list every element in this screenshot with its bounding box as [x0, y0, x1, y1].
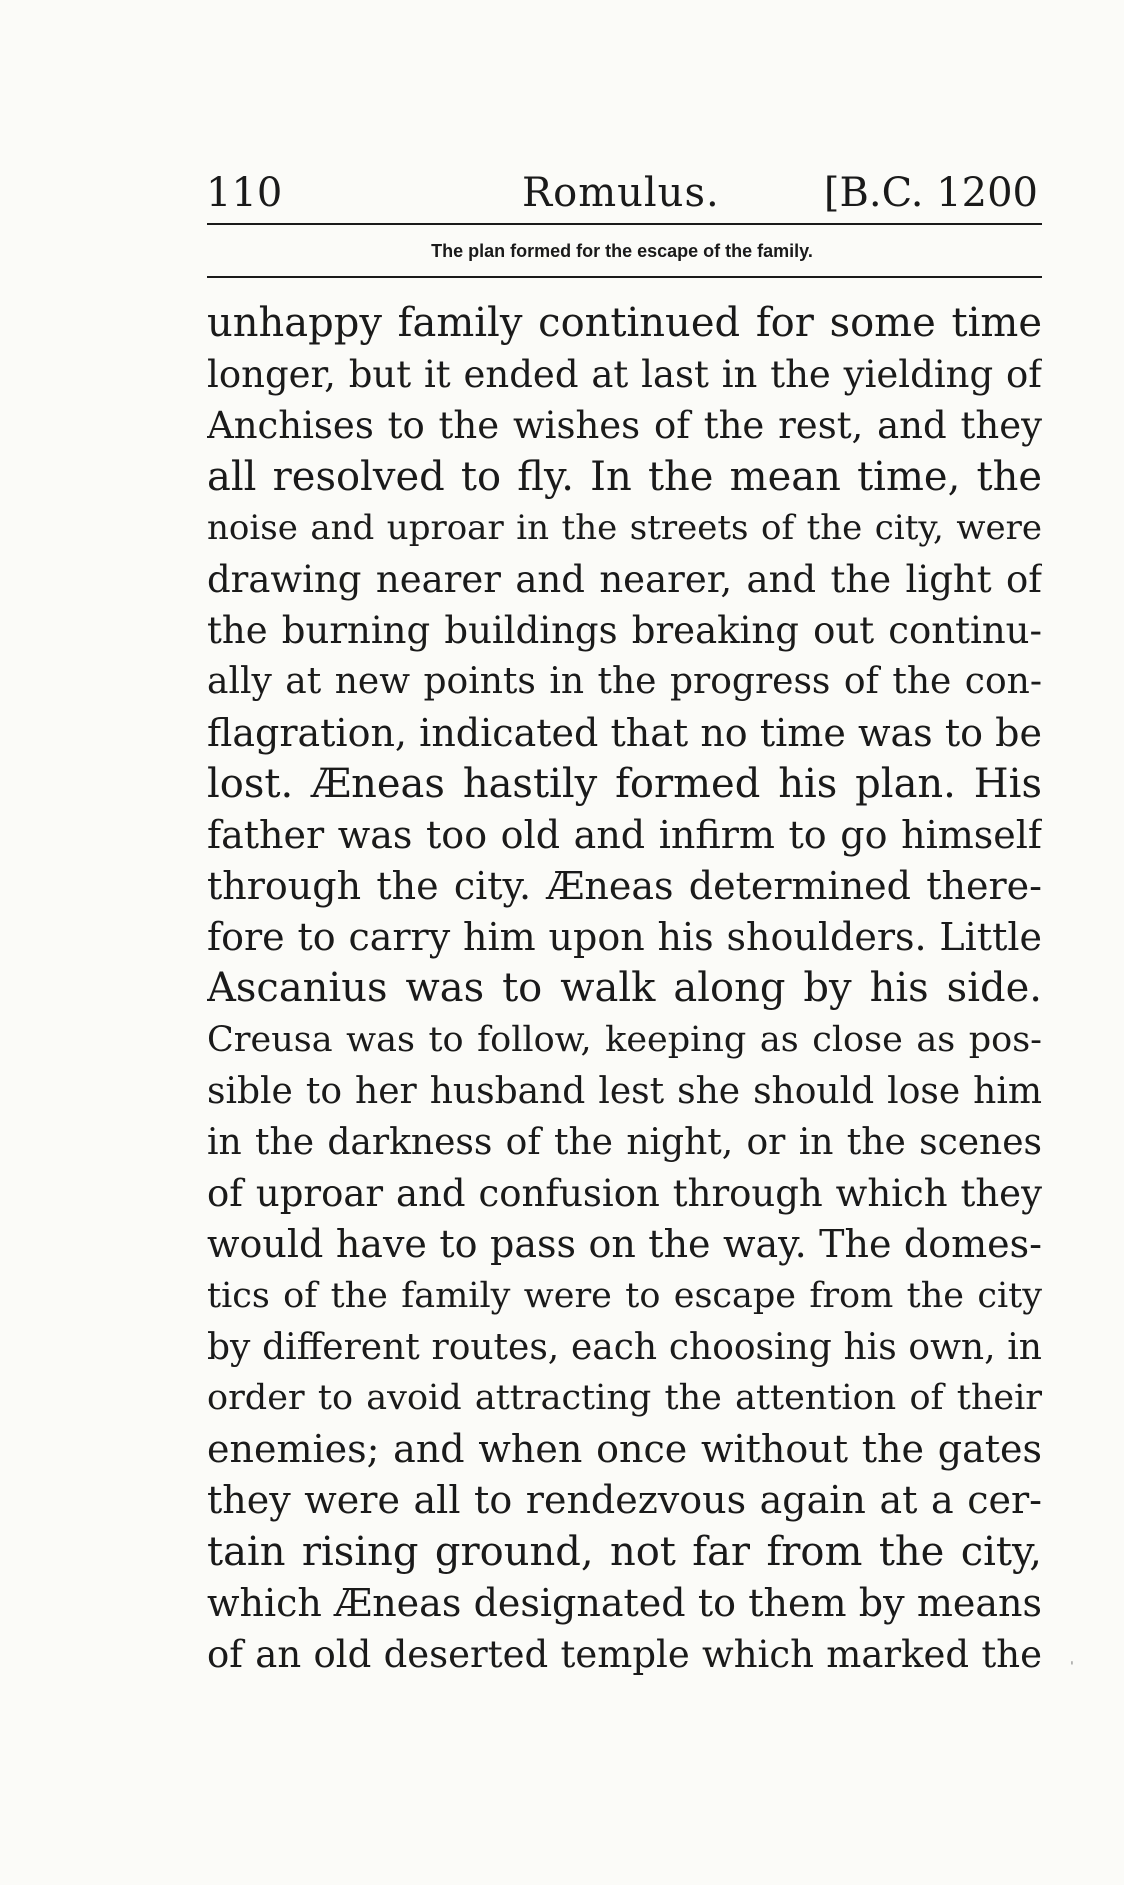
- text-line: flagration, indicated that no time was to be: [207, 710, 1042, 755]
- text-line: through the city. Æneas determined there-: [207, 864, 1042, 909]
- text-line: Creusa was to follow, keeping as close as pos-: [207, 1019, 1042, 1060]
- section-subheading: The plan formed for the escape of the family.: [431, 241, 813, 261]
- text-line: of an old deserted temple which marked the: [207, 1632, 1042, 1676]
- text-line: tain rising ground, not far from the city,: [207, 1528, 1042, 1575]
- text-line: unhappy family continued for some time: [207, 300, 1042, 346]
- book-title: Romulus.: [522, 170, 720, 216]
- text-line: would have to pass on the way. The domes-: [207, 1222, 1042, 1267]
- header-rule-bottom: [207, 276, 1042, 278]
- text-line: by different routes, each choosing his own, in: [207, 1326, 1042, 1368]
- header-rule-top: [207, 223, 1042, 225]
- text-line: sible to her husband lest she should lose him: [207, 1070, 1042, 1112]
- running-head: [200, 168, 1044, 218]
- text-line: the burning buildings breaking out continu-: [207, 609, 1042, 653]
- text-line: drawing nearer and nearer, and the light of: [207, 557, 1042, 601]
- page-number: 110: [206, 170, 283, 216]
- text-line: fore to carry him upon his shoulders. Little: [207, 915, 1042, 960]
- text-line: father was too old and infirm to go himself: [207, 812, 1042, 857]
- body-text: [207, 298, 1042, 1680]
- text-line: in the darkness of the night, or in the scenes: [207, 1122, 1042, 1163]
- text-line: lost. Æneas hastily formed his plan. His: [207, 760, 1042, 807]
- text-line: of uproar and confusion through which they: [207, 1172, 1042, 1216]
- text-line: they were all to rendezvous again at a cer-: [207, 1478, 1042, 1523]
- text-line: Anchises to the wishes of the rest, and they: [207, 404, 1042, 448]
- text-line: noise and uproar in the streets of the city, were: [207, 507, 1042, 548]
- text-line: ally at new points in the progress of the con-: [207, 661, 1042, 703]
- text-line: tics of the family were to escape from the city: [207, 1275, 1042, 1316]
- text-line: all resolved to fly. In the mean time, the: [207, 453, 1042, 500]
- print-speck: ˈ: [1070, 1660, 1074, 1676]
- text-line: Ascanius was to walk along by his side.: [207, 965, 1042, 1012]
- text-line: enemies; and when once without the gates: [207, 1427, 1042, 1472]
- date-marker: [B.C. 1200: [823, 170, 1038, 216]
- text-line: order to avoid attracting the attention of their: [207, 1377, 1042, 1418]
- text-line: longer, but it ended at last in the yielding of: [207, 353, 1042, 397]
- text-line: which Æneas designated to them by means: [207, 1580, 1042, 1625]
